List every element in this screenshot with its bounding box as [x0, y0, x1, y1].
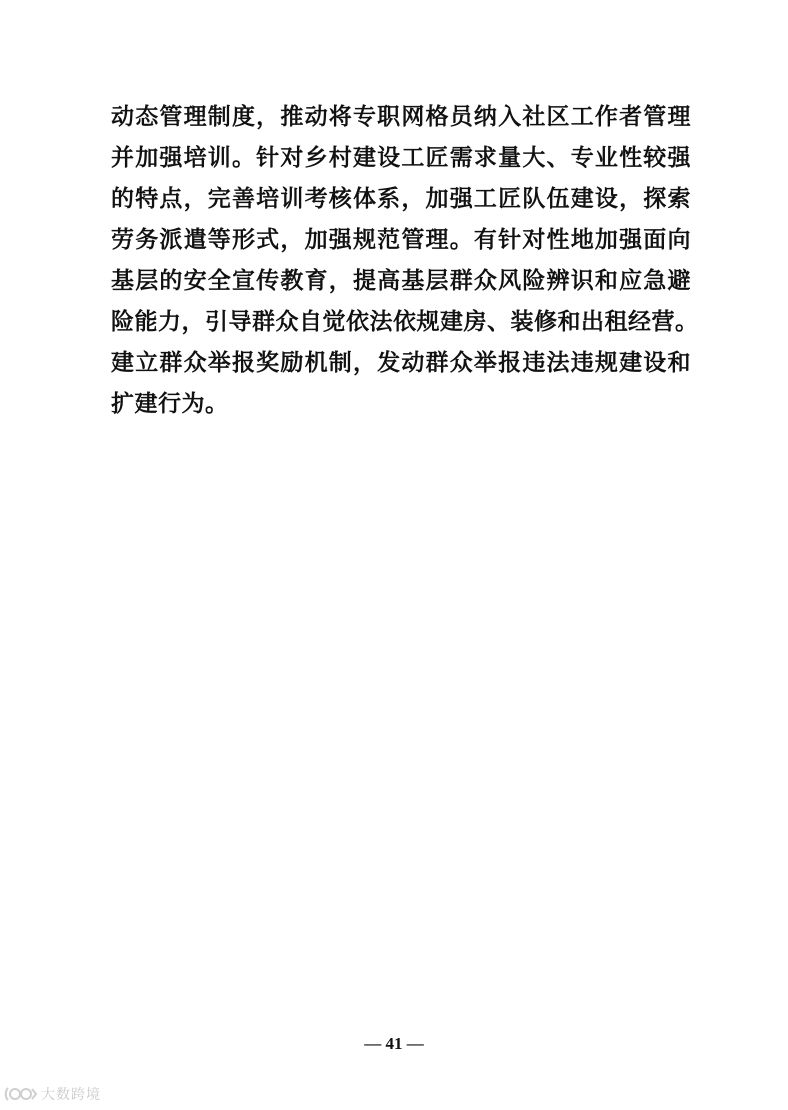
- text-line: 劳务派遣等形式，加强规范管理。有针对性地加强面向: [111, 226, 691, 253]
- text-line: 建立群众举报奖励机制，发动群众举报违法违规建设和: [111, 349, 691, 376]
- text-line: 险能力，引导群众自觉依法依规建房、装修和出租经营。: [111, 308, 699, 335]
- watermark-text: 大数跨境: [41, 1087, 101, 1103]
- watermark: [4, 1084, 101, 1104]
- watermark-logo-icon: [4, 1085, 38, 1103]
- text-line: 扩建行为。: [111, 390, 229, 417]
- text-line: 基层的安全宣传教育，提高基层群众风险辨识和应急避: [111, 267, 691, 294]
- page-number: — 41 —: [364, 1034, 424, 1053]
- body-paragraph: [111, 96, 699, 424]
- text-line: 并加强培训。针对乡村建设工匠需求量大、专业性较强: [111, 144, 691, 171]
- text-line: 动态管理制度，推动将专职网格员纳入社区工作者管理: [111, 103, 691, 130]
- text-line: 的特点，完善培训考核体系，加强工匠队伍建设，探索: [111, 185, 691, 212]
